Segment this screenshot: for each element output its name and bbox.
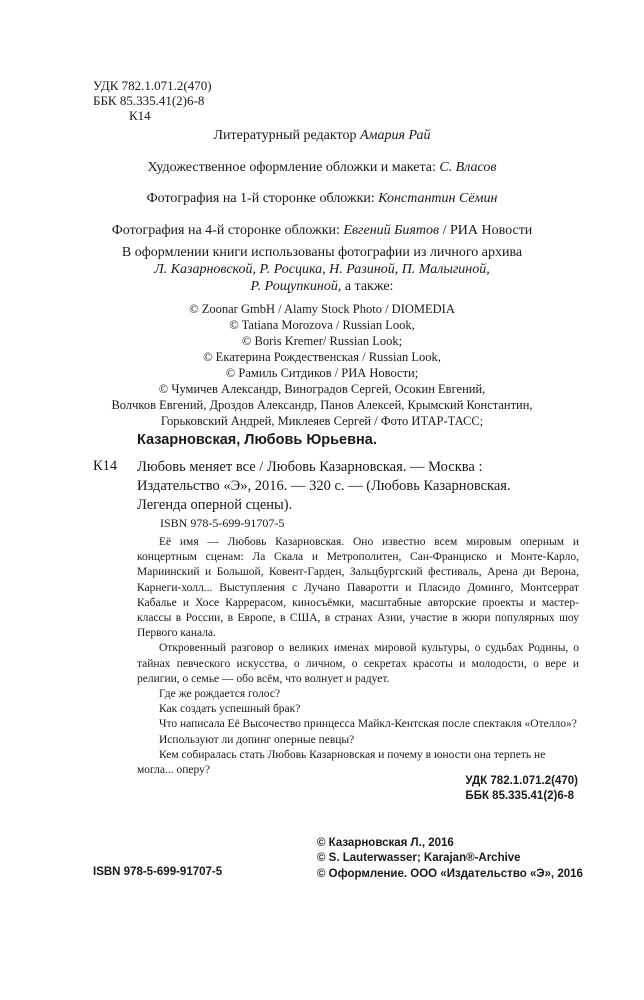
credit-line: © Екатерина Рождественская / Russian Look, bbox=[203, 350, 441, 364]
credit-line: © Чумичев Александр, Виноградов Сергей, Осокин Евгений, bbox=[158, 382, 486, 396]
annotation-paragraph: Её имя — Любовь Казарновская. Оно известно всем мировым оперным и концертным сценам: Ла Скала и Метрополитен, Сан-Франциско и Монте-Карло, Мариинский и Большой, Ковент-Гарден, Зальцбургский фестиваль, Арена ди Верона, Карнеги-холл... Выступления с Лучано Паваротти и Пласидо Доминго, Монтсеррат Кабалье и Хосе Каррерасом, киносъёмки, масштабные авторские проекты и мастер-классы в России, в Европе, в США, в странах Азии, участие в жюри популярных шоу Первого канала. bbox=[137, 536, 579, 640]
credit-line: © Tatiana Morozova / Russian Look, bbox=[229, 318, 415, 332]
front-photographer-name: Константин Сёмин bbox=[378, 191, 498, 206]
back-photographer-name: Евгений Биятов bbox=[343, 223, 440, 238]
front-photo-line: Фотография на 1-й сторонке обложки: Константин Сёмин bbox=[146, 191, 498, 206]
credit-line: © Zoonar GmbH / Alamy Stock Photo / DIOMEDIA bbox=[189, 302, 455, 316]
editor-name: Амария Рай bbox=[359, 128, 431, 143]
credit-line: Горьковский Андрей, Миклеяев Сергей / Фото ИТАР-ТАСС; bbox=[160, 414, 484, 428]
catalog-description: Любовь меняет все / Любовь Казарновская. — Москва : Издательство «Э», 2016. — 320 с. — (Любовь Казарновская. Легенда оперной сцены). bbox=[137, 459, 511, 513]
copyright-line: © Оформление. ООО «Издательство «Э», 2016 bbox=[317, 867, 583, 880]
annotation-question: Что написала Её Высочество принцесса Майкл-Кентская после спектакля «Отелло»? bbox=[159, 718, 577, 731]
bottom-classification bbox=[465, 774, 578, 804]
literary-editor-line: Литературный редактор Амария Рай bbox=[213, 128, 431, 143]
annotation-question: Как создать успешный брак? bbox=[159, 703, 301, 716]
udk-code: УДК 782.1.071.2(470) bbox=[93, 78, 212, 93]
bottom-isbn: ISBN 978-5-699-91707-5 bbox=[93, 866, 223, 878]
bottom-bbk: ББК 85.335.41(2)6-8 bbox=[465, 790, 575, 802]
copyright-line: © Казарновская Л., 2016 bbox=[317, 837, 454, 849]
photo-credits bbox=[0, 301, 644, 429]
bbk-code: ББК 85.335.41(2)6-8 bbox=[93, 93, 205, 108]
annotation-question: Кем собиралась стать Любовь Казарновская и почему в юности она терпеть не могла... оперу? bbox=[137, 748, 546, 777]
designer-name: С. Власов bbox=[439, 160, 497, 175]
credit-line: © Рамиль Ситдиков / РИА Новости; bbox=[225, 366, 419, 380]
copyright-line: © S. Lauterwasser; Karajan®-Archive bbox=[317, 852, 521, 865]
catalog-isbn: ISBN 978-5-699-91707-5 bbox=[160, 516, 285, 530]
credit-line: Волчков Евгений, Дроздов Александр, Панов Алексей, Крымский Константин, bbox=[111, 398, 533, 412]
back-photo-line: Фотография на 4-й сторонке обложки: Евгений Биятов / РИА Новости bbox=[111, 223, 533, 238]
catalog-mark: К14 bbox=[93, 458, 118, 474]
annotation-question: Где же рождается голос? bbox=[159, 688, 281, 701]
bottom-udk: УДК 782.1.071.2(470) bbox=[465, 775, 578, 787]
copyright-block bbox=[317, 836, 583, 882]
author-mark: К14 bbox=[129, 108, 151, 123]
annotation-paragraph: Откровенный разговор о великих именах мировой культуры, о судьбах Родины, о тайнах певческого искусства, о личном, о секретах красоты и молодости, о вере и религии, о семье — обо всём, что волнует и радует. bbox=[137, 642, 579, 685]
credit-line: © Boris Kremer/ Russian Look; bbox=[241, 334, 403, 348]
annotation bbox=[137, 535, 579, 778]
annotation-question: Используют ли допинг оперные певцы? bbox=[159, 733, 355, 746]
archive-line-1: В оформлении книги использованы фотографии из личного архива bbox=[121, 245, 523, 260]
catalog-author: Казарновская, Любовь Юрьевна. bbox=[137, 432, 377, 448]
archive-line-3: Р. Рощупкиной, а также: bbox=[250, 279, 394, 294]
cover-design-line: Художественное оформление обложки и макета: С. Власов bbox=[147, 160, 497, 175]
classification-block bbox=[93, 78, 212, 123]
archive-line-2: Л. Казарновской, Р. Росцика, Н. Разиной, П. Малыгиной, bbox=[154, 262, 490, 277]
